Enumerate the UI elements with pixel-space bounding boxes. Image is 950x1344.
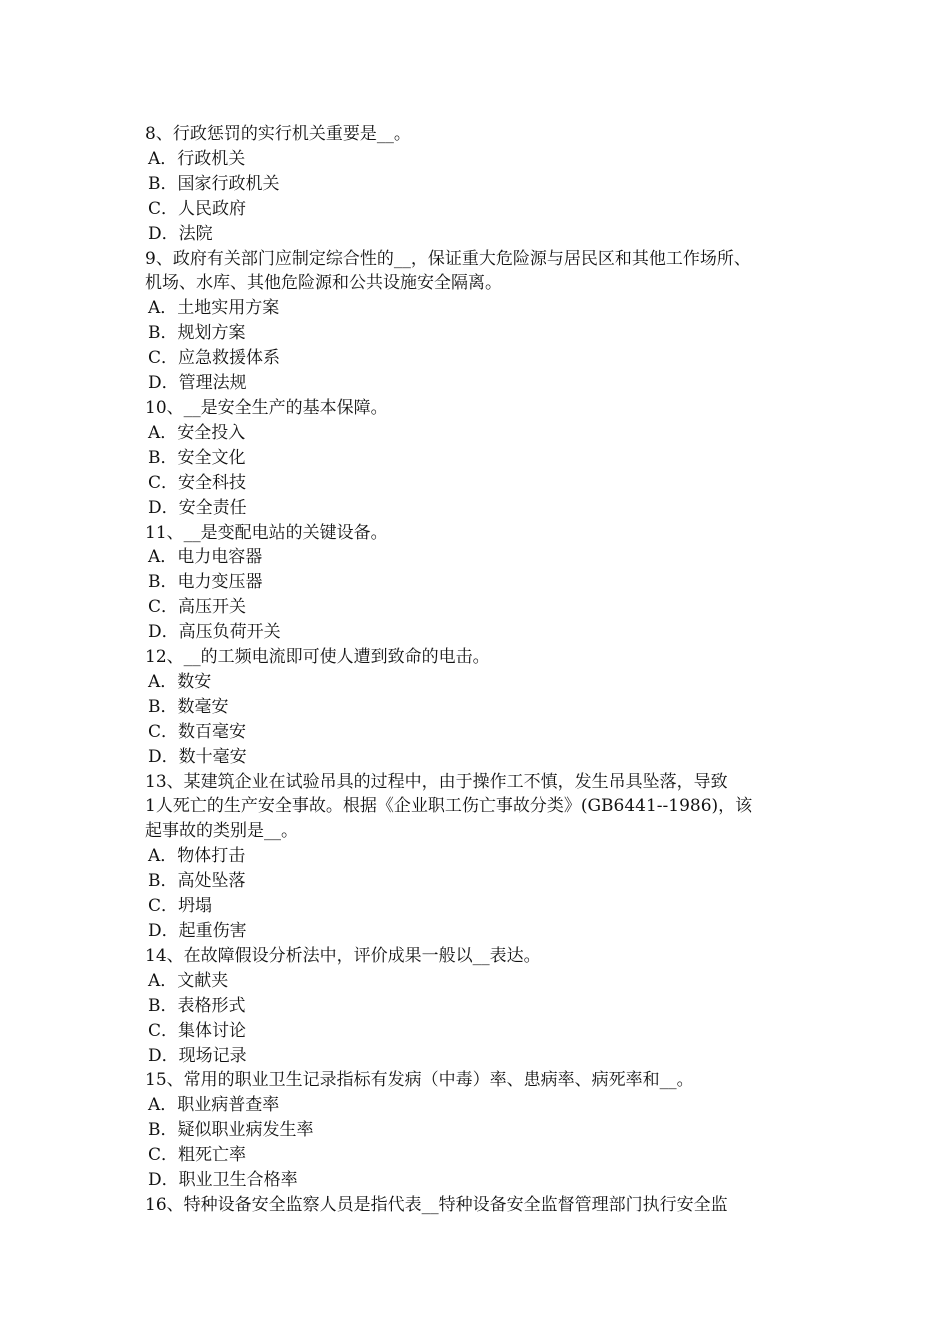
- question-stem: [145, 1193, 825, 1218]
- question-stem-line: 10、__是安全生产的基本保障。: [145, 397, 388, 418]
- option-c: C．坍塌: [148, 896, 213, 917]
- option-b: B．国家行政机关: [148, 173, 280, 194]
- option-d: D．法院: [148, 223, 213, 244]
- option-d: D．数十毫安: [148, 746, 247, 767]
- option-a: A．物体打击: [148, 846, 246, 867]
- option-b: B．安全文化: [148, 447, 246, 468]
- option-b: B．数毫安: [148, 696, 229, 717]
- question-item: [145, 770, 825, 944]
- question-stem: [145, 396, 825, 421]
- question-stem: [145, 944, 825, 969]
- question-list: [145, 122, 825, 1218]
- option-d: D．起重伤害: [148, 921, 247, 941]
- question-stem-line: 起事故的类别是__。: [145, 821, 298, 842]
- option-b: B．规划方案: [148, 323, 246, 344]
- question-stem: [145, 770, 825, 845]
- question-item: [145, 521, 825, 646]
- question-stem-line: 15、常用的职业卫生记录指标有发病（中毒）率、患病率、病死率和__。: [145, 1070, 694, 1091]
- option-b: B．电力变压器: [148, 572, 263, 593]
- question-stem-line: 16、特种设备安全监察人员是指代表__特种设备安全监督管理部门执行安全监: [145, 1194, 728, 1215]
- option-a: A．职业病普查率: [148, 1095, 280, 1116]
- option-c: C．高压开关: [148, 597, 247, 618]
- option-a: A．数安: [148, 671, 212, 692]
- question-item: [145, 645, 825, 770]
- question-item: [145, 122, 825, 247]
- question-stem-line: 13、某建筑企业在试验吊具的过程中，由于操作工不慎，发生吊具坠落，导致: [145, 771, 728, 792]
- question-item: [145, 247, 825, 396]
- question-stem-line: 14、在故障假设分析法中，评价成果一般以__表达。: [145, 945, 541, 966]
- question-item: [145, 944, 825, 1069]
- question-item: [145, 396, 825, 521]
- option-d: D．职业卫生合格率: [148, 1170, 298, 1191]
- option-a: A．土地实用方案: [148, 298, 280, 319]
- option-c: C．人民政府: [148, 198, 247, 219]
- option-a: A．安全投入: [148, 422, 246, 443]
- option-b: B．高处坠落: [148, 871, 246, 892]
- option-b: B．表格形式: [148, 995, 246, 1016]
- question-item: [145, 1068, 825, 1193]
- option-a: A．行政机关: [148, 148, 246, 169]
- question-stem: [145, 122, 825, 147]
- question-stem: [145, 1068, 825, 1093]
- question-stem: [145, 521, 825, 546]
- question-item: [145, 1193, 825, 1218]
- option-d: D．高压负荷开关: [148, 622, 281, 643]
- option-b: B．疑似职业病发生率: [148, 1120, 314, 1141]
- option-d: D．安全责任: [148, 497, 247, 518]
- question-stem-line: 9、政府有关部门应制定综合性的__，保证重大危险源与居民区和其他工作场所、: [145, 248, 751, 269]
- question-stem-line: 机场、水库、其他危险源和公共设施安全隔离。: [145, 273, 502, 294]
- question-stem: [145, 645, 825, 670]
- option-a: A．文献夹: [148, 970, 229, 991]
- option-d: D．管理法规: [148, 373, 247, 394]
- question-stem-line: 8、行政惩罚的实行机关重要是__。: [145, 124, 411, 144]
- question-stem-line: 1人死亡的生产安全事故。根据《企业职工伤亡事故分类》(GB6441--1986)，该: [145, 796, 753, 817]
- option-c: C．应急救援体系: [148, 348, 281, 369]
- option-d: D．现场记录: [148, 1045, 247, 1066]
- question-stem-line: 11、__是变配电站的关键设备。: [145, 522, 388, 543]
- question-stem: [145, 247, 825, 297]
- option-c: C．粗死亡率: [148, 1145, 247, 1166]
- option-c: C．数百毫安: [148, 721, 247, 742]
- option-a: A．电力电容器: [148, 547, 263, 568]
- question-stem-line: 12、__的工频电流即可使人遭到致命的电击。: [145, 647, 490, 668]
- option-c: C．集体讨论: [148, 1020, 247, 1041]
- option-c: C．安全科技: [148, 472, 247, 493]
